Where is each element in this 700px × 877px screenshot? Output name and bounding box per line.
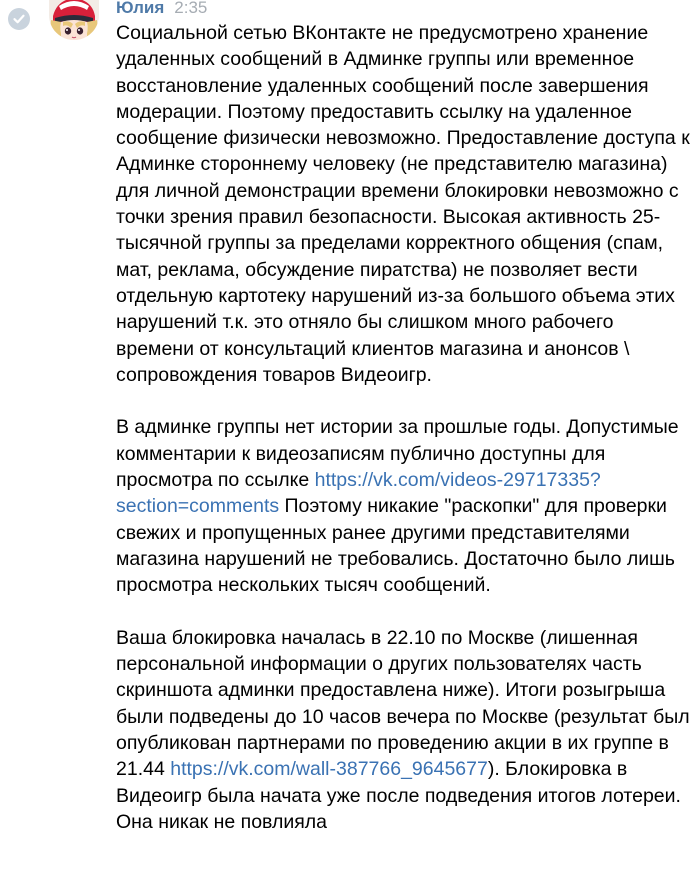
- checkmark-icon[interactable]: [8, 8, 30, 30]
- paragraph-text: ). Блокировка в Видеоигр была начата уже после подведения итогов лотереи. Она никак не повлияла: [116, 758, 681, 833]
- message-paragraph-2: [116, 414, 692, 598]
- message-paragraph-1: Социальной сетью ВКонтакте не предусмотрено хранение удаленных сообщений в Админке группы или временное восстановление удаленных сообщений после завершения модерации. Поэтому предоставить ссылку на удаленное сообщение физически невозможно. Предоставление доступа к Админке стороннему человеку (не представителю магазина) для личной демонстрации времени блокировки невозможно с точки зрения правил безопасности. Высокая активность 25-тысячной группы за пределами корректного общения (спам, мат, реклама, обсуждение пиратства) не позволяет вести отдельную картотеку нарушений из-за большого объема этих нарушений т.к. это отняло бы слишком много рабочего времени от консультаций клиентов магазина и анонсов \ сопровождения товаров Видеоигр.: [116, 22, 690, 386]
- message-header: [116, 0, 207, 19]
- paragraph-text: Поэтому никакие "раскопки" для проверки свежих и пропущенных ранее другими представителями магазина нарушений не требовались. Достаточно было лишь просмотра нескольких тысяч сообщений.: [116, 495, 675, 597]
- message-paragraph-3: [116, 625, 692, 835]
- wall-link[interactable]: https://vk.com/wall-387766_9645677: [170, 758, 488, 781]
- avatar[interactable]: [49, 0, 99, 40]
- author-name[interactable]: Юлия: [116, 0, 165, 17]
- message-time: 2:35: [174, 0, 208, 17]
- videos-link[interactable]: https://vk.com/videos-29717335?section=comments: [116, 469, 601, 518]
- message-body: [116, 20, 692, 862]
- paragraph-text: В админке группы нет истории за прошлые годы. Допустимые комментарии к видеозаписям публично доступны для просмотра по ссылке: [116, 416, 679, 492]
- paragraph-text: Ваша блокировка началась в 22.10 по Москве (лишенная персональной информации о других пользователях часть скриншота админки предоставлена ниже). Итоги розыгрыша были подведены до 10 часов вечера по Москве (результат был опубликован партнерами по проведению акции в их группе в 21.44: [116, 626, 690, 781]
